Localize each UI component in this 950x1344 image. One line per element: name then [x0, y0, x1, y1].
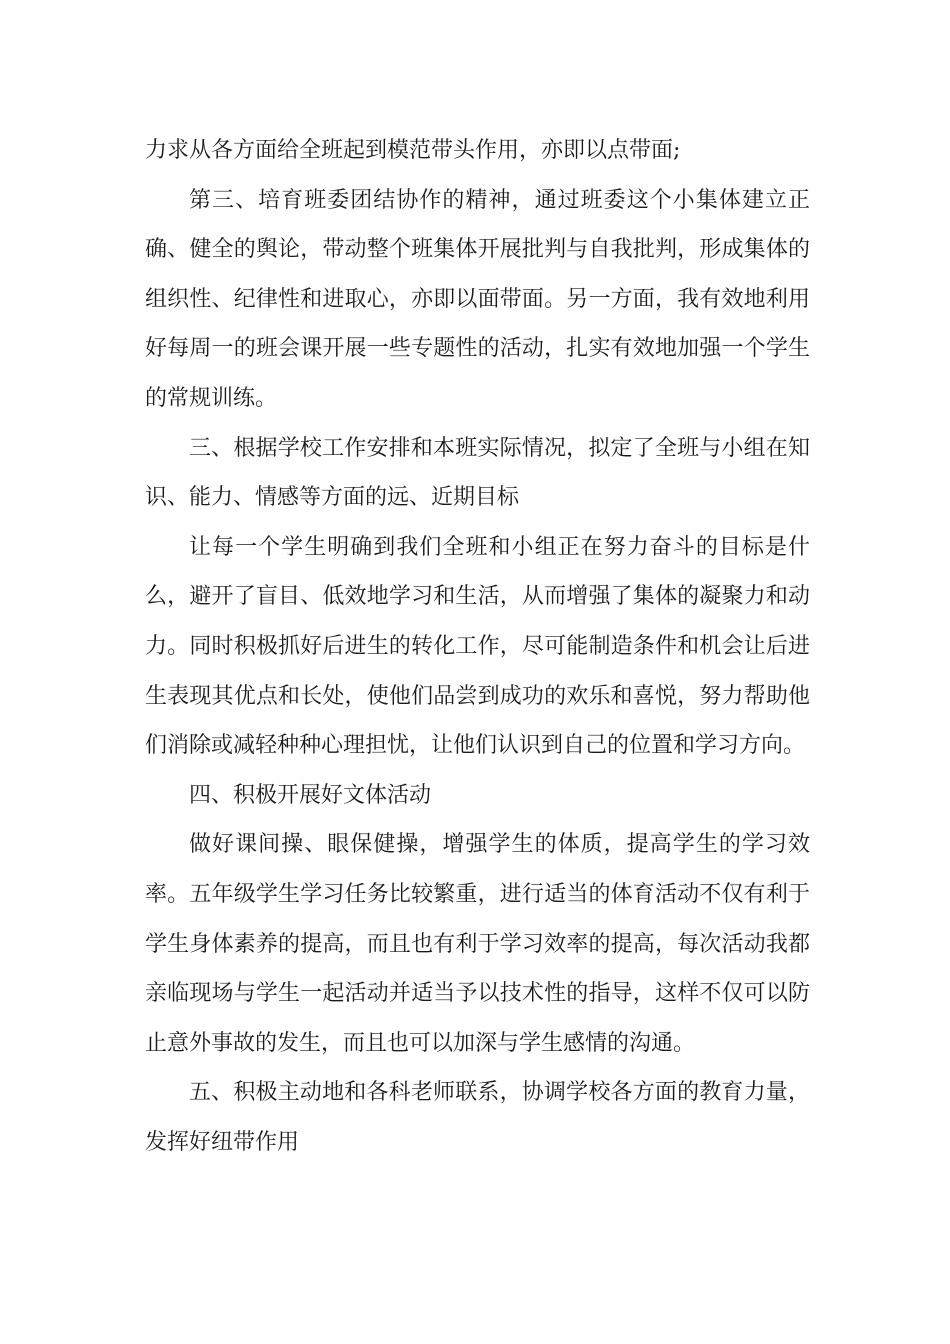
paragraph-7-heading: 五、积极主动地和各科老师联系，协调学校各方面的教育力量，发挥好纽带作用 — [145, 1080, 810, 1155]
paragraph-4: 让每一个学生明确到我们全班和小组正在努力奋斗的目标是什么，避开了盲目、低效地学习和生活，从而增强了集体的凝聚力和动力。同时积极抓好后进生的转化工作，尽可能制造条件和机会让后进生表现其优点和长处，使他们品尝到成功的欢乐和喜悦，努力帮助他们消除或减轻种种心理担忧，让他们认识到自己的位置和学习方向。 — [145, 534, 810, 759]
paragraph-5-heading: 四、积极开展好文体活动 — [189, 782, 432, 808]
paragraph-3-heading: 三、根据学校工作安排和本班实际情况，拟定了全班与小组在知识、能力、情感等方面的远、近期目标 — [145, 435, 810, 511]
document-body — [145, 126, 810, 1167]
paragraph-6: 做好课间操、眼保健操，增强学生的体质，提高学生的学习效率。五年级学生学习任务比较繁重，进行适当的体育活动不仅有利于学生身体素养的提高，而且也有利于学习效率的提高，每次活动我都亲临现场与学生一起活动并适当予以技术性的指导，这样不仅可以防止意外事故的发生，而且也可以加深与学生感情的沟通。 — [145, 832, 810, 1056]
paragraph-1: 力求从各方面给全班起到模范带头作用，亦即以点带面; — [145, 138, 681, 163]
paragraph-2: 第三、培育班委团结协作的精神，通过班委这个小集体建立正确、健全的舆论，带动整个班集体开展批判与自我批判，形成集体的组织性、纪律性和进取心，亦即以面带面。另一方面，我有效地利用好每周一的班会课开展一些专题性的活动，扎实有效地加强一个学生的常规训练。 — [145, 187, 810, 411]
